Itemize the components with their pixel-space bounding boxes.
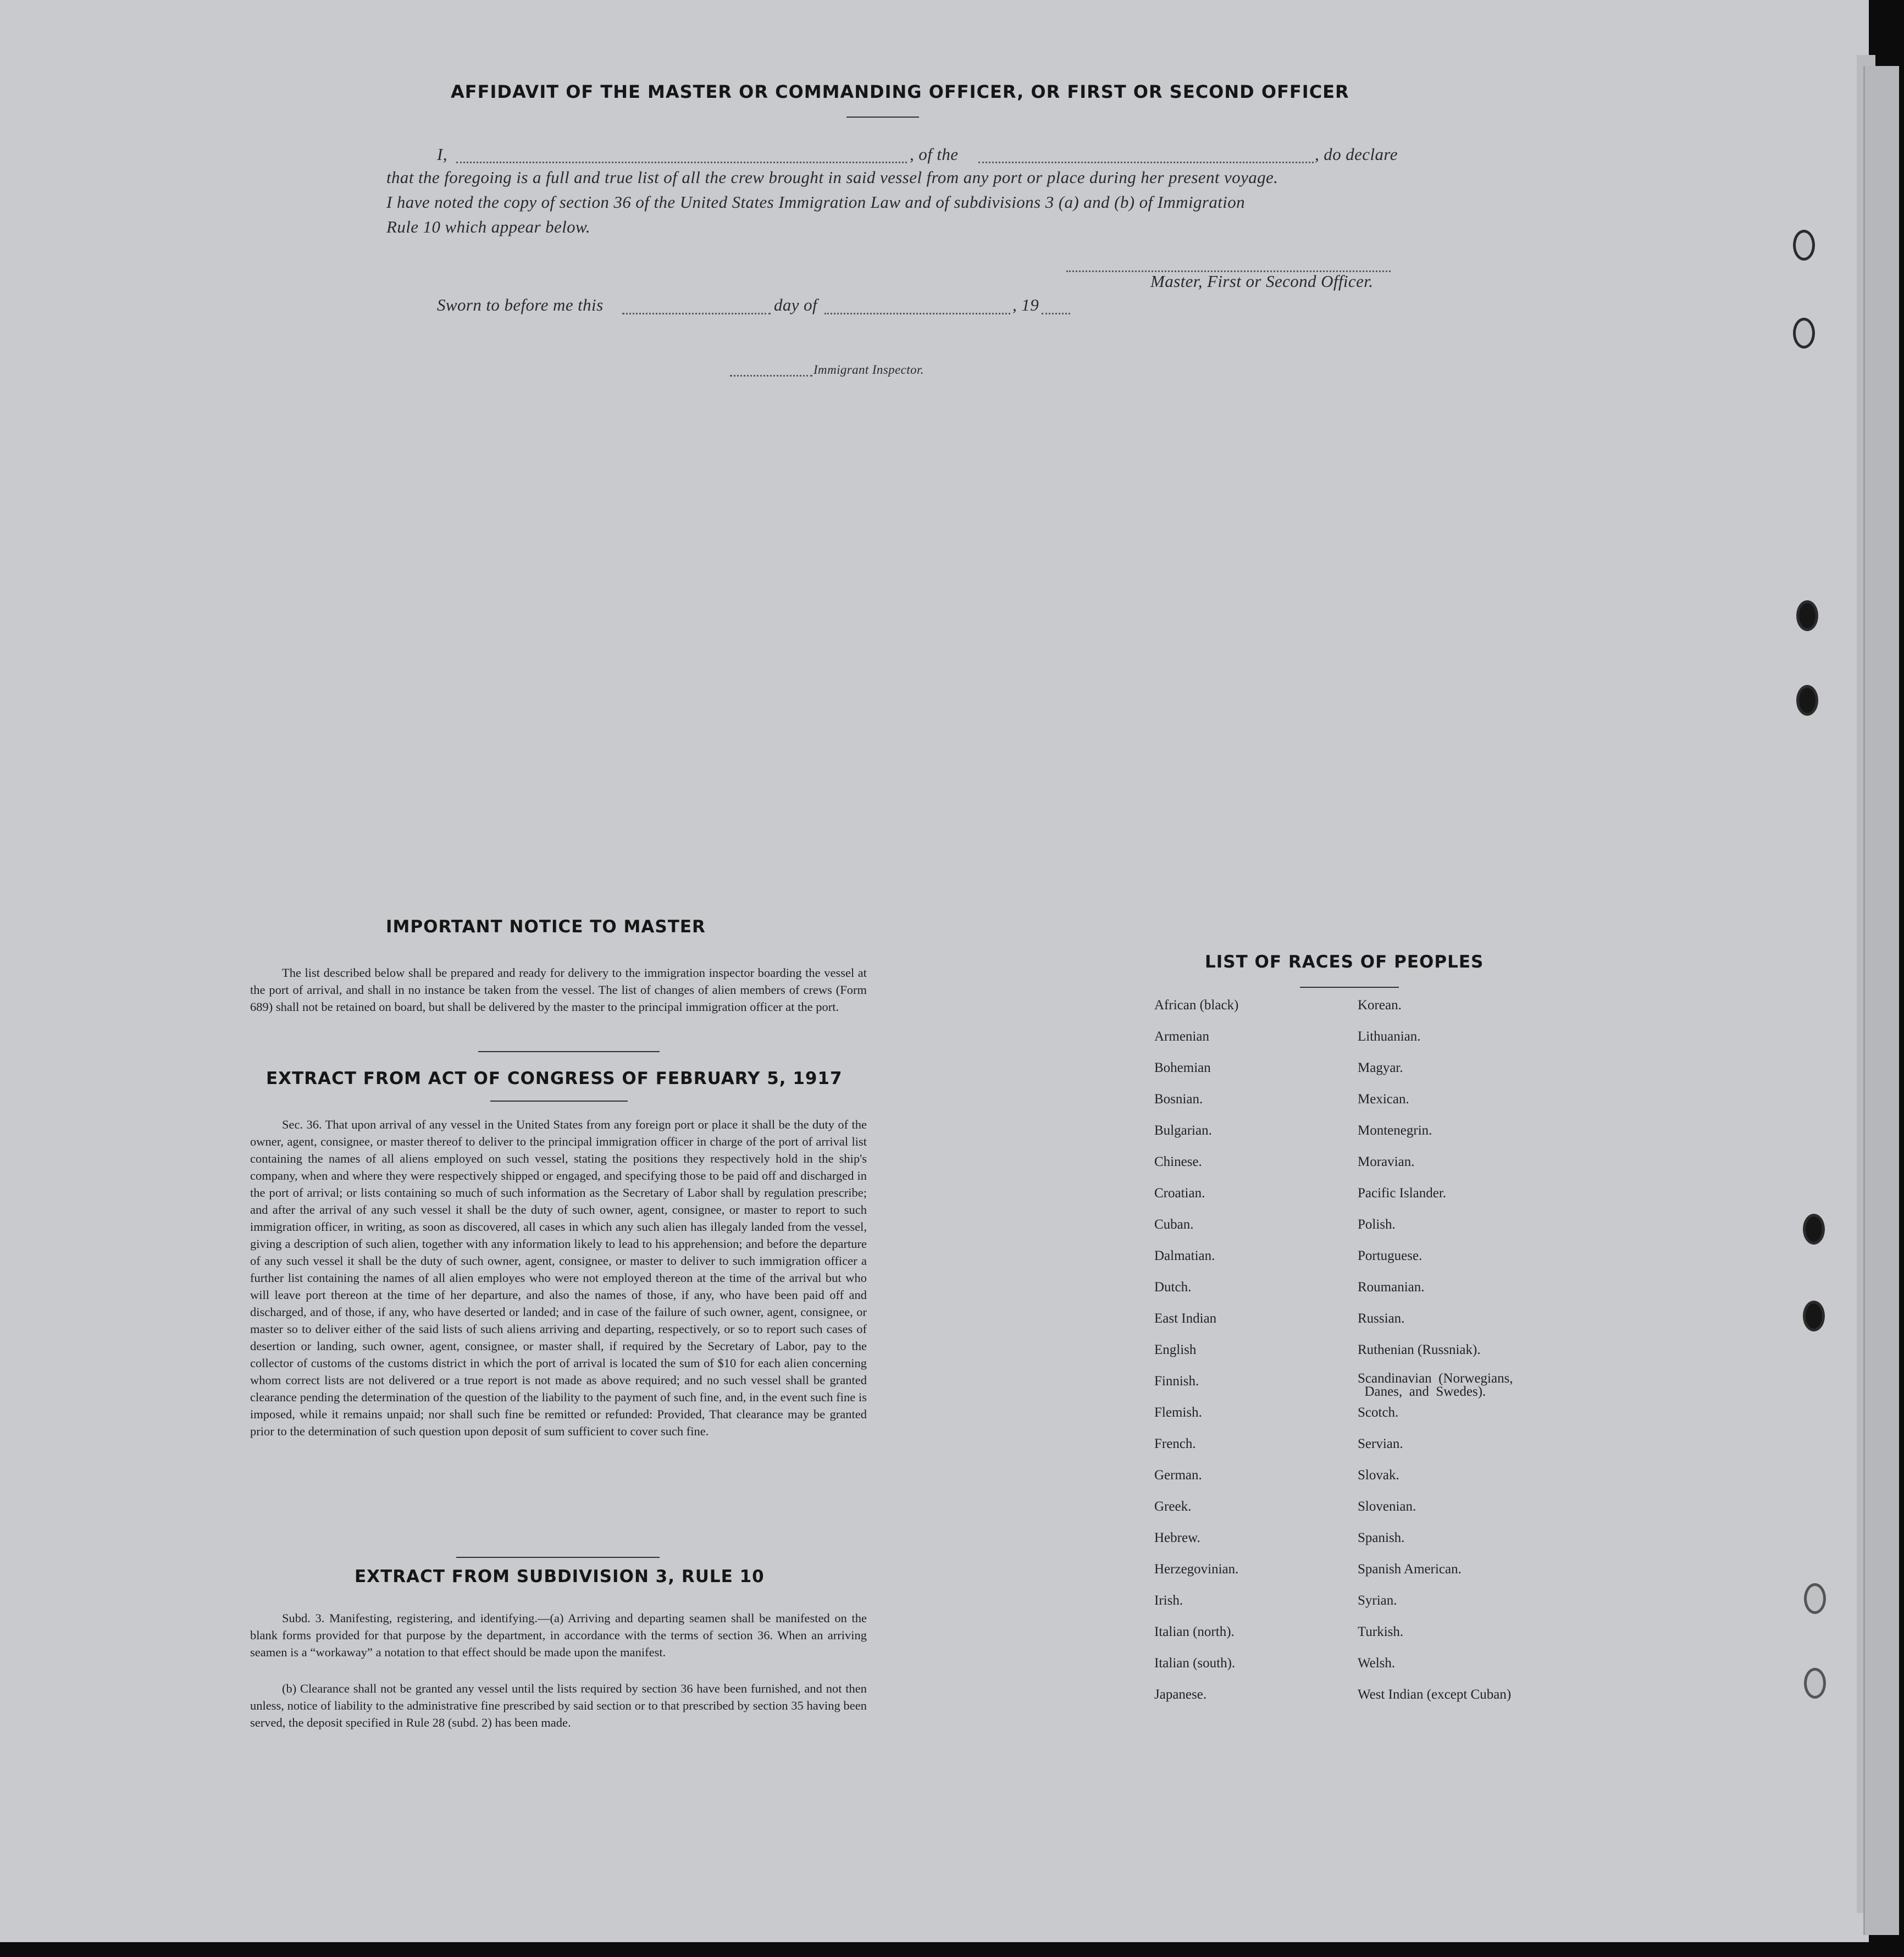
notice-title: IMPORTANT NOTICE TO MASTER: [386, 917, 706, 937]
act-body-text: Sec. 36. That upon arrival of any vessel in the United States from any foreign port or place it shall be the duty of the owner, agent, consignee, or master thereof to deliver to the principal immigration officer in charge of the port of arrival list containing the names of all aliens employed on such vessel, stating the positions they respectively hold in the ship's company, when and where they were respectively shipped or engaged, and specifying those to be paid off and discharged in the port of arrival; or lists containing so much of such information as the Secretary of Labor shall by regulation prescribe; and after the arrival of any such vessel it shall be the duty of such owner, agent, consignee, or master to report to such immigration officer, in writing, as soon as discovered, all cases in which any such alien has illegaly landed from the vessel, giving a description of such alien, together with any information likely to lead to his apprehension; and before the departure of any such vessel it shall be the duty of such owner, agent, consignee, or master to deliver to such immigration officer a further list containing the names of all alien employes who were not employed thereon at the time of the arrival but who will leave port thereon at the time of her departure, and also the names of those, if any, who have been paid off and discharged, and of those, if any, who have deserted or landed; and in case of the failure of such owner, agent, consignee, or master so to deliver either of the said lists of such aliens arriving and departing, respectively, or so to report such cases of desertion or landing, such owner, agent, consignee, or master shall, if required by the Secretary of Labor, pay to the collector of customs of the customs district in which the port of arrival is located the sum of $10 for each alien concerning whom correct lists are not delivered or a true report is not made as above required; and no such vessel shall be granted clearance pending the determination of the question of the liability to the payment of such fine, and, in the event such fine is imposed, while it remains unpaid; nor shall such fine be remitted or refunded: Provided, That clearance may be granted prior to the determination of such question upon deposit of sum sufficient to cover such fine.: [250, 1118, 867, 1438]
race-item: Pacific Islander.: [1358, 1186, 1447, 1201]
act-body: [250, 1116, 867, 1440]
race-item: Hebrew.: [1154, 1530, 1200, 1545]
sworn-year-field: [1042, 313, 1070, 314]
inspector-label: Immigrant Inspector.: [813, 363, 924, 377]
race-item: Lithuanian.: [1358, 1029, 1421, 1044]
race-item: Montenegrin.: [1358, 1123, 1432, 1138]
race-item: Turkish.: [1358, 1624, 1404, 1639]
race-item: East Indian: [1154, 1311, 1217, 1326]
race-item: Syrian.: [1358, 1593, 1397, 1608]
race-item: Servian.: [1358, 1436, 1403, 1451]
race-item: Greek.: [1154, 1499, 1192, 1514]
affidavit-line3: I have noted the copy of section 36 of the United States Immigration Law and of subdivisions 3 (a) and (b) of Immigration: [386, 192, 1246, 212]
act-divider: [490, 1101, 628, 1102]
race-item: English: [1154, 1342, 1197, 1357]
affidavit-line1-end: , do declare: [1315, 145, 1398, 164]
race-item: Scotch.: [1358, 1405, 1399, 1420]
race-item: Slovenian.: [1358, 1499, 1416, 1514]
race-item: African (black): [1154, 998, 1239, 1013]
punch-hole: [1796, 685, 1818, 716]
affidavit-line4: Rule 10 which appear below.: [386, 217, 590, 236]
race-item: Korean.: [1358, 998, 1402, 1013]
race-item: Croatian.: [1154, 1186, 1205, 1201]
race-item: Herzegovinian.: [1154, 1562, 1239, 1577]
sworn-month-field: [824, 313, 1010, 314]
sworn-start: Sworn to before me this: [437, 295, 604, 314]
punch-hole: [1803, 1214, 1825, 1245]
rule-para-b: [250, 1680, 867, 1731]
affidavit-title: AFFIDAVIT OF THE MASTER OR COMMANDING OFFICER, OR FIRST OR SECOND OFFICER: [451, 81, 1349, 102]
sworn-end: , 19: [1012, 295, 1039, 314]
act-end-divider: [456, 1557, 660, 1558]
race-item: Flemish.: [1154, 1405, 1202, 1420]
affidavit-line1-mid: , of the: [910, 145, 959, 164]
race-item: Bohemian: [1154, 1060, 1211, 1075]
race-item: Finnish.: [1154, 1374, 1199, 1389]
race-item: Welsh.: [1358, 1656, 1396, 1671]
punch-hole: [1803, 1301, 1825, 1331]
notice-body-text: The list described below shall be prepared and ready for delivery to the immigration inspector boarding the vessel at the port of arrival, and shall in no instance be taken from the vessel. The list of changes of alien members of crews (Form 689) shall not be retained on board, but shall be delivered by the master to the principal immigration officer at the port.: [250, 966, 867, 1014]
inspector-signature-line: [730, 375, 812, 377]
races-column-left: [1154, 996, 1238, 1717]
race-item: Russian.: [1358, 1311, 1405, 1326]
race-item: Magyar.: [1358, 1060, 1403, 1075]
race-item: Portuguese.: [1358, 1248, 1423, 1263]
punch-hole: [1793, 230, 1815, 261]
race-item: Scandinavian (Norwegians, Danes, and Swedes).: [1358, 1371, 1513, 1399]
affidavit-line2: that the foregoing is a full and true list of all the crew brought in said vessel from any port or place during her present voyage.: [386, 168, 1278, 187]
sworn-mid: day of: [774, 295, 818, 314]
race-item: Mexican.: [1358, 1092, 1409, 1107]
races-divider: [1300, 987, 1399, 988]
rule-para-b-text: (b) Clearance shall not be granted any vessel until the lists required by section 36 have been furnished, and not then unless, notice of liability to the administrative fine prescribed by said section or to that prescribed by section 35 having been served, the deposit specified in Rule 28 (subd. 2) has been made.: [250, 1682, 867, 1729]
race-item: Spanish American.: [1358, 1562, 1462, 1577]
race-item: German.: [1154, 1468, 1202, 1483]
signature-label: Master, First or Second Officer.: [1150, 272, 1374, 291]
rule-para-a-text: Subd. 3. Manifesting, registering, and identifying.—(a) Arriving and departing seamen shall be manifested on the blank forms provided for that purpose by the department, in accordance with the terms of section 36. When an arriving seamen is a “workaway” a notation to that effect should be made upon the manifest.: [250, 1611, 867, 1659]
punch-hole: [1804, 1668, 1826, 1699]
race-item: Polish.: [1358, 1217, 1396, 1232]
race-item: Bosnian.: [1154, 1092, 1203, 1107]
race-item: Ruthenian (Russniak).: [1358, 1342, 1481, 1357]
notice-body: [250, 964, 867, 1015]
race-item: Moravian.: [1358, 1154, 1415, 1169]
race-item: West Indian (except Cuban): [1358, 1687, 1512, 1702]
act-title: EXTRACT FROM ACT OF CONGRESS OF FEBRUARY 5, 1917: [266, 1069, 843, 1088]
rule-para-a: [250, 1610, 867, 1661]
race-item: Bulgarian.: [1154, 1123, 1212, 1138]
race-item: Slovak.: [1358, 1468, 1399, 1483]
race-item: Japanese.: [1154, 1687, 1207, 1702]
binder-strip: [1863, 66, 1899, 1935]
master-name-field: [456, 162, 907, 163]
sworn-day-field: [622, 313, 771, 314]
race-item: Spanish.: [1358, 1530, 1405, 1545]
races-title: LIST OF RACES OF PEOPLES: [1205, 952, 1484, 972]
race-item: Chinese.: [1154, 1154, 1202, 1169]
races-column-right: [1358, 996, 1513, 1717]
affidavit-divider: [846, 117, 919, 118]
punch-hole: [1804, 1583, 1826, 1614]
race-item: Irish.: [1154, 1593, 1183, 1608]
rule-title: EXTRACT FROM SUBDIVISION 3, RULE 10: [355, 1567, 765, 1586]
notice-divider: [478, 1051, 660, 1052]
race-item: French.: [1154, 1436, 1196, 1451]
vessel-name-field: [978, 162, 1314, 163]
race-item: Cuban.: [1154, 1217, 1194, 1232]
affidavit-line1-start: I,: [437, 145, 447, 164]
race-item: Dutch.: [1154, 1280, 1192, 1295]
race-item: Dalmatian.: [1154, 1248, 1215, 1263]
punch-hole: [1793, 318, 1815, 349]
race-item: Armenian: [1154, 1029, 1209, 1044]
race-item: Italian (south).: [1154, 1656, 1236, 1671]
race-item: Roumanian.: [1358, 1280, 1425, 1295]
punch-hole: [1796, 600, 1818, 631]
race-item: Italian (north).: [1154, 1624, 1235, 1639]
